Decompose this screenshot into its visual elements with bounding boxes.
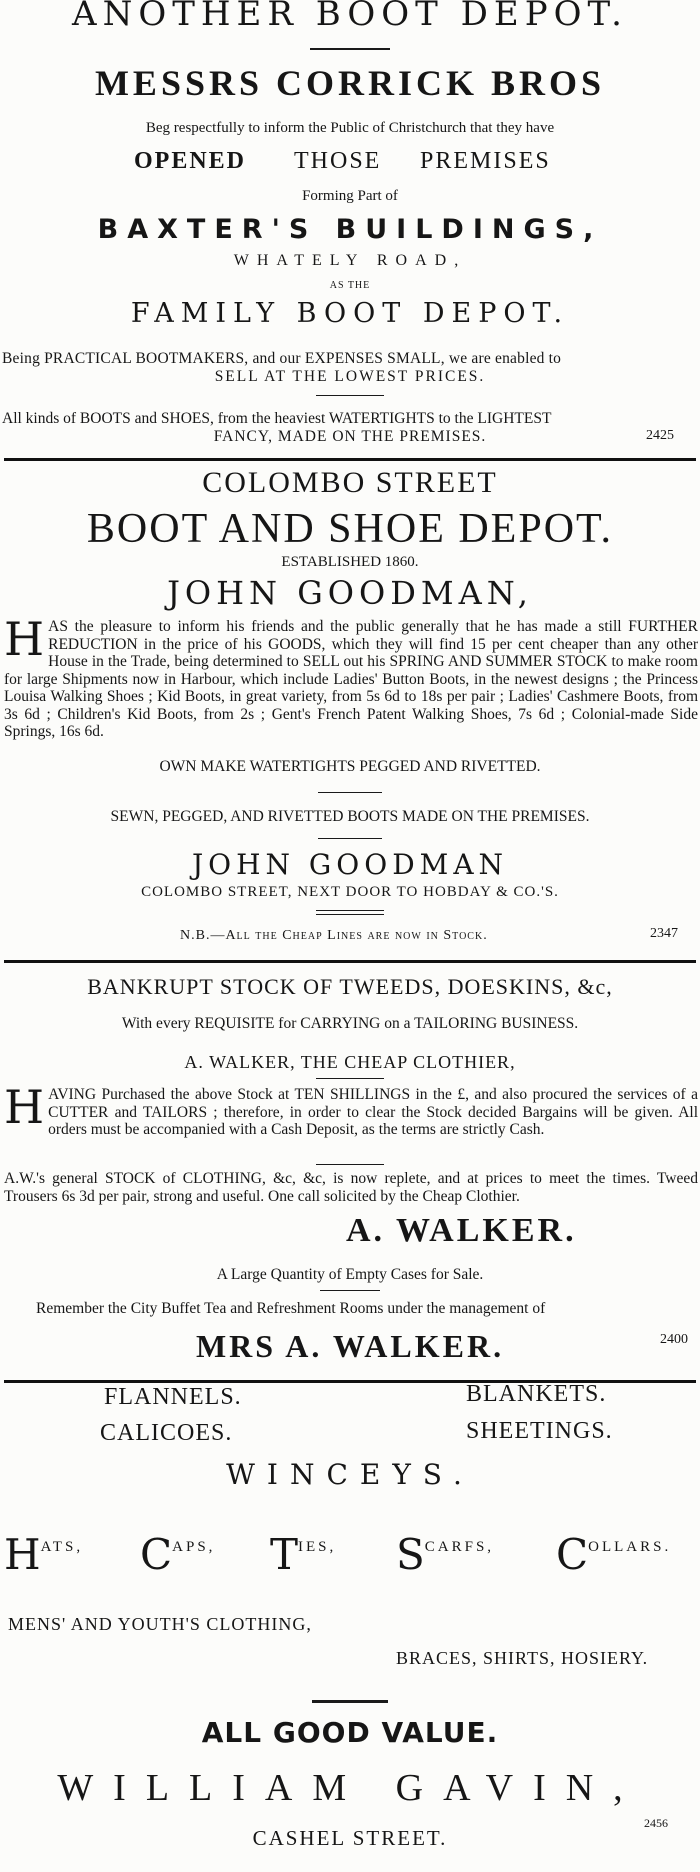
ad3-body	[4, 1080, 698, 1139]
ad2-established: ESTABLISHED 1860.	[281, 554, 419, 570]
ad1-rule-1	[310, 48, 390, 50]
ad1-forming: Forming Part of	[302, 188, 398, 204]
ad2-street: COLOMBO STREET	[202, 466, 498, 499]
ad1-line3: All kinds of BOOTS and SHOES, from the heaviest WATERTIGHTS to the LIGHTEST	[2, 410, 552, 427]
ad4-rule-1	[312, 1700, 388, 1703]
ad3-body2-text: A.W.'s general STOCK of CLOTHING, &c, &c, is now replete, and at prices to meet the times. Tweed Trousers 6s 3d per pair, strong and useful. One call solicited by the Cheap Clothier.	[4, 1170, 698, 1205]
ad3-dropcap: H	[4, 1080, 45, 1134]
ad4-item-ties: TIES,	[270, 1530, 337, 1579]
ad4-item-caps: CAPS,	[140, 1530, 216, 1579]
ad2-dropcap: H	[4, 612, 45, 666]
ad4-braces: BRACES, SHIRTS, HOSIERY.	[396, 1648, 649, 1668]
ad2-rule-2	[318, 838, 382, 839]
ad2-body-text: AS the pleasure to inform his friends and the public generally that he has made a still FURTHER REDUCTION in the price of his GOODS, which they will find 15 per cent cheaper than any other House in the Trade, being determined to SELL out his SPRING AND SUMMER STOCK to make room for large Shipments now in Harbour, which include Ladies' Button Boots, in the newest designs ; the Princess Louisa Walking Shoes ; Kid Boots, in great variety, from 5s 6d to 18s per pair ; Ladies' Cashmere Boots, from 3s 6d ; Children's Kid Boots, from 2s ; Gent's French Patent Walking Shoes, 7s 6d ; Colonial-made Side Springs, 16s 6d.	[4, 618, 698, 740]
ad2-address: COLOMBO STREET, NEXT DOOR TO HOBDAY & CO.'S.	[141, 884, 559, 900]
ad2-rule-3	[316, 910, 384, 911]
ad1-building: BAXTER'S BUILDINGS,	[97, 214, 603, 245]
ad1-depot: FAMILY BOOT DEPOT.	[130, 298, 570, 329]
ad3-number: 2400	[660, 1332, 688, 1347]
ad3-buffet: Remember the City Buffet Tea and Refreshment Rooms under the management of	[36, 1300, 546, 1317]
ad1-line2: SELL AT THE LOWEST PRICES.	[214, 368, 486, 385]
ad2-own-make: OWN MAKE WATERTIGHTS PEGGED AND RIVETTED.	[159, 758, 541, 775]
ad2-name2: JOHN GOODMAN	[191, 848, 509, 881]
ad3-sub: With every REQUISITE for CARRYING on a TAILORING BUSINESS.	[121, 1015, 579, 1032]
ad4-winceys: WINCEYS.	[226, 1458, 474, 1491]
ad2-number: 2347	[650, 926, 678, 941]
ad1-premises: PREMISES	[420, 148, 551, 174]
ad4-mens: MENS' AND YOUTH'S CLOTHING,	[8, 1614, 312, 1634]
ad2-rule-4	[316, 914, 384, 915]
ad4-item-scarfs: SCARFS,	[396, 1530, 495, 1579]
ad4-flannels: FLANNELS.	[104, 1384, 242, 1410]
ad1-intro: Beg respectfully to inform the Public of Christchurch that they have	[145, 120, 555, 136]
ad1-rule-2	[316, 395, 384, 396]
ad1-firm: MESSRS CORRICK BROS	[94, 63, 606, 103]
ad1-those: THOSE	[294, 148, 382, 174]
ad2-rule-1	[318, 792, 382, 793]
ad4-street: CASHEL STREET.	[252, 1826, 448, 1850]
ad1-line1: Being PRACTICAL BOOTMAKERS, and our EXPENSES SMALL, we are enabled to	[2, 350, 562, 367]
ad1-road: WHATELY ROAD,	[233, 252, 467, 269]
ad1-as-the: AS THE	[329, 280, 371, 291]
ad4-value: ALL GOOD VALUE.	[201, 1716, 499, 1749]
ad4-calicoes: CALICOES.	[100, 1420, 233, 1446]
ad3-body2	[4, 1170, 698, 1205]
ad1-line4: FANCY, MADE ON THE PREMISES.	[213, 428, 487, 445]
ad3-title: BANKRUPT STOCK OF TWEEDS, DOESKINS, &c,	[87, 974, 613, 999]
ad4-item-hats: HATS,	[4, 1530, 84, 1579]
ad3-mrs: MRS A. WALKER.	[195, 1328, 505, 1364]
ad1-opened: OPENED	[134, 148, 247, 174]
ad4-item-collars: COLLARS.	[556, 1530, 672, 1579]
ad3-signature: A. WALKER.	[346, 1212, 577, 1249]
ad4-sheetings: SHEETINGS.	[466, 1418, 613, 1444]
ad3-rule-3	[320, 1290, 380, 1291]
ad4-number: 2456	[644, 1816, 668, 1830]
ad4-blankets: BLANKETS.	[466, 1381, 607, 1407]
ad1-header: ANOTHER BOOT DEPOT.	[72, 0, 628, 34]
ad1-number: 2425	[646, 428, 674, 443]
separator-1	[4, 458, 696, 461]
ad2-sewn: SEWN, PEGGED, AND RIVETTED BOOTS MADE ON THE PREMISES.	[110, 808, 590, 825]
ad3-rule-1	[316, 1078, 384, 1079]
ad2-body	[4, 612, 698, 741]
ad3-cases: A Large Quantity of Empty Cases for Sale.	[216, 1266, 484, 1283]
ad3-rule-2	[316, 1164, 384, 1165]
ad4-name: WILLIAM GAVIN,	[57, 1767, 643, 1809]
ad3-who: A. WALKER, THE CHEAP CLOTHIER,	[184, 1052, 516, 1072]
separator-2	[4, 960, 696, 963]
ad2-title: BOOT AND SHOE DEPOT.	[86, 506, 614, 552]
ad3-body-text: AVING Purchased the above Stock at TEN SHILLINGS in the £, and also procured the services of a CUTTER and TAILORS ; therefore, in order to clear the Stock decided Bargains will be given. All orders must be accompanied with a Cash Deposit, as the terms are strictly Cash.	[48, 1086, 698, 1138]
ad2-name: JOHN GOODMAN,	[167, 574, 533, 612]
ad2-nb: N.B.—All the Cheap Lines are now in Stock.	[180, 928, 488, 943]
